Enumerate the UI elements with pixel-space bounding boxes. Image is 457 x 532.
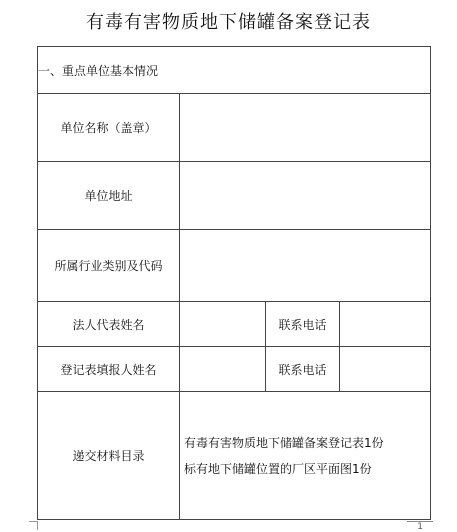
unit-address-field[interactable] <box>180 162 431 230</box>
industry-field[interactable] <box>180 230 431 302</box>
filler-phone-label: 联系电话 <box>266 347 340 392</box>
filler-phone-field[interactable] <box>340 347 431 392</box>
industry-label: 所属行业类别及代码 <box>38 230 180 302</box>
filler-name-field[interactable] <box>180 347 266 392</box>
unit-name-field[interactable] <box>180 94 431 162</box>
materials-item: 有毒有害物质地下储罐备案登记表1份 <box>184 435 384 450</box>
page-number <box>407 522 457 532</box>
registration-form-table <box>37 46 431 520</box>
materials-list <box>180 392 431 520</box>
materials-item: 标有地下储罐位置的厂区平面图1份 <box>184 461 372 476</box>
section-heading: 一、重点单位基本情况 <box>38 47 431 94</box>
document-title: 有毒有害物质地下储罐备案登记表 <box>86 12 371 33</box>
filler-name-label: 登记表填报人姓名 <box>38 347 180 392</box>
legal-rep-label: 法人代表姓名 <box>38 302 180 347</box>
unit-address-label: 单位地址 <box>38 162 180 230</box>
legal-rep-phone-field[interactable] <box>340 302 431 347</box>
legal-rep-field[interactable] <box>180 302 266 347</box>
legal-rep-phone-label: 联系电话 <box>266 302 340 347</box>
page-corner-mark <box>29 521 38 530</box>
page-number-text: 1 <box>407 521 433 532</box>
materials-label: 递交材料目录 <box>38 392 180 520</box>
unit-name-label: 单位名称（盖章） <box>38 94 180 162</box>
